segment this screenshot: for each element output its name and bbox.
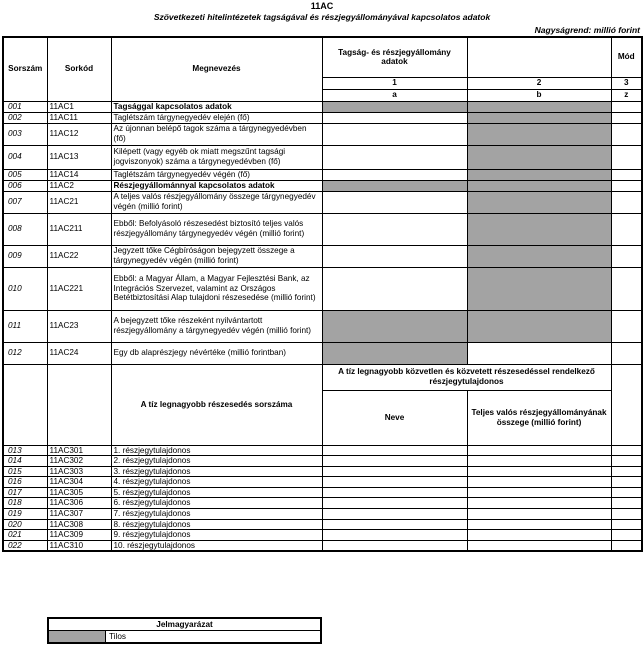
cell-z[interactable] bbox=[611, 101, 642, 112]
row-number: 013 bbox=[3, 445, 47, 456]
header2-owners: A tíz legnagyobb közvetlen és közvetett részesedéssel rendelkező részjegytulajdonos bbox=[322, 364, 611, 390]
header2-empty-no bbox=[3, 364, 47, 445]
row-name: 4. részjegytulajdonos bbox=[111, 477, 322, 488]
row-code: 11AC305 bbox=[47, 487, 111, 498]
header2-total: Teljes valós részjegyállományának összege (millió forint) bbox=[467, 390, 611, 445]
cell-z[interactable] bbox=[611, 498, 642, 509]
row-code: 11AC22 bbox=[47, 245, 111, 267]
table-row bbox=[3, 310, 642, 342]
header-tagsag: Tagság- és részjegyállomány adatok bbox=[322, 37, 467, 77]
cell-total[interactable] bbox=[467, 466, 611, 477]
header-mod: Mód bbox=[611, 37, 642, 77]
unit-note: Nagyságrend: millió forint bbox=[534, 25, 640, 35]
table-row bbox=[3, 213, 642, 245]
row-name: Ebből: Befolyásoló részesedést biztosító teljes valós részjegyállomány tárgynegyedév végén (millió forint) bbox=[111, 213, 322, 245]
cell-name[interactable] bbox=[322, 445, 467, 456]
cell-z[interactable] bbox=[611, 267, 642, 310]
row-number: 019 bbox=[3, 509, 47, 520]
row-number: 009 bbox=[3, 245, 47, 267]
cell-z[interactable] bbox=[611, 213, 642, 245]
cell-z[interactable] bbox=[611, 509, 642, 520]
cell-z[interactable] bbox=[611, 180, 642, 191]
cell-total[interactable] bbox=[467, 477, 611, 488]
cell-total[interactable] bbox=[467, 498, 611, 509]
cell-total[interactable] bbox=[467, 530, 611, 541]
cell-b bbox=[467, 267, 611, 310]
row-number: 012 bbox=[3, 342, 47, 364]
cell-a bbox=[322, 342, 467, 364]
data-table bbox=[2, 36, 643, 552]
row-number: 007 bbox=[3, 191, 47, 213]
cell-z[interactable] bbox=[611, 169, 642, 180]
cell-z[interactable] bbox=[611, 123, 642, 145]
row-name: 3. részjegytulajdonos bbox=[111, 466, 322, 477]
header2-empty-code bbox=[47, 364, 111, 445]
table-row bbox=[3, 530, 642, 541]
row-number: 017 bbox=[3, 487, 47, 498]
row-name: Jegyzett tőke Cégbíróságon bejegyzett összege a tárgynegyedév végén (millió forint) bbox=[111, 245, 322, 267]
table-row bbox=[3, 191, 642, 213]
table-row bbox=[3, 169, 642, 180]
table-row bbox=[3, 519, 642, 530]
cell-total[interactable] bbox=[467, 519, 611, 530]
row-code: 11AC308 bbox=[47, 519, 111, 530]
cell-total[interactable] bbox=[467, 540, 611, 551]
cell-name[interactable] bbox=[322, 530, 467, 541]
table-row bbox=[3, 145, 642, 169]
row-name: Taglétszám tárgynegyedév elején (fő) bbox=[111, 112, 322, 123]
table-row bbox=[3, 342, 642, 364]
header2-empty-mod bbox=[611, 364, 642, 445]
row-code: 11AC221 bbox=[47, 267, 111, 310]
row-code: 11AC13 bbox=[47, 145, 111, 169]
header2-name: Neve bbox=[322, 390, 467, 445]
legend-table bbox=[47, 617, 322, 644]
row-name: 2. részjegytulajdonos bbox=[111, 456, 322, 467]
row-code: 11AC310 bbox=[47, 540, 111, 551]
cell-a bbox=[322, 101, 467, 112]
cell-b bbox=[467, 180, 611, 191]
cell-z[interactable] bbox=[611, 245, 642, 267]
row-code: 11AC301 bbox=[47, 445, 111, 456]
row-code: 11AC2 bbox=[47, 180, 111, 191]
row-name: 9. részjegytulajdonos bbox=[111, 530, 322, 541]
row-name: A teljes valós részjegyállomány összege tárgynegyedév végén (millió forint) bbox=[111, 191, 322, 213]
row-number: 002 bbox=[3, 112, 47, 123]
row-code: 11AC14 bbox=[47, 169, 111, 180]
row-number: 014 bbox=[3, 456, 47, 467]
legend-swatch bbox=[48, 631, 106, 644]
cell-a[interactable] bbox=[322, 213, 467, 245]
cell-b bbox=[467, 169, 611, 180]
row-name: Ebből: a Magyar Állam, a Magyar Fejlesztési Bank, az Integrációs Szervezet, valamint az Országos Betétbiztosítási Alap tulajdoni részesedése (millió forint) bbox=[111, 267, 322, 310]
header-empty bbox=[467, 37, 611, 77]
row-number: 022 bbox=[3, 540, 47, 551]
header-letter-a: a bbox=[322, 89, 467, 101]
cell-z[interactable] bbox=[611, 445, 642, 456]
cell-z[interactable] bbox=[611, 145, 642, 169]
row-name: Részjegyállománnyal kapcsolatos adatok bbox=[111, 180, 322, 191]
cell-name[interactable] bbox=[322, 498, 467, 509]
header2-rank: A tíz legnagyobb részesedés sorszáma bbox=[111, 364, 322, 445]
cell-a bbox=[322, 180, 467, 191]
row-code: 11AC304 bbox=[47, 477, 111, 488]
row-name: Tagsággal kapcsolatos adatok bbox=[111, 101, 322, 112]
cell-z[interactable] bbox=[611, 466, 642, 477]
row-code: 11AC303 bbox=[47, 466, 111, 477]
cell-z[interactable] bbox=[611, 310, 642, 342]
cell-z[interactable] bbox=[611, 191, 642, 213]
cell-name[interactable] bbox=[322, 466, 467, 477]
cell-a[interactable] bbox=[322, 169, 467, 180]
cell-z[interactable] bbox=[611, 519, 642, 530]
row-name: Kilépett (vagy egyéb ok miatt megszűnt tagsági jogviszonyok) száma a tárgynegyedévben (fő) bbox=[111, 145, 322, 169]
table-row bbox=[3, 456, 642, 467]
cell-b bbox=[467, 123, 611, 145]
table-row bbox=[3, 123, 642, 145]
table-row bbox=[3, 180, 642, 191]
row-number: 020 bbox=[3, 519, 47, 530]
header-sorszam: Sorszám bbox=[3, 37, 47, 101]
cell-b bbox=[467, 191, 611, 213]
cell-z[interactable] bbox=[611, 477, 642, 488]
cell-name[interactable] bbox=[322, 456, 467, 467]
row-name: Egy db alaprészjegy névértéke (millió forintban) bbox=[111, 342, 322, 364]
row-name: A bejegyzett tőke részeként nyilvántartott részjegyállomány a tárgynegyedév végén (millió forint) bbox=[111, 310, 322, 342]
cell-b bbox=[467, 245, 611, 267]
header-num-1: 1 bbox=[322, 77, 467, 89]
row-number: 011 bbox=[3, 310, 47, 342]
row-name: 6. részjegytulajdonos bbox=[111, 498, 322, 509]
row-code: 11AC306 bbox=[47, 498, 111, 509]
row-code: 11AC211 bbox=[47, 213, 111, 245]
row-number: 008 bbox=[3, 213, 47, 245]
cell-name[interactable] bbox=[322, 509, 467, 520]
cell-z[interactable] bbox=[611, 112, 642, 123]
row-number: 003 bbox=[3, 123, 47, 145]
table-row bbox=[3, 267, 642, 310]
cell-a[interactable] bbox=[322, 112, 467, 123]
header-sorkod: Sorkód bbox=[47, 37, 111, 101]
row-number: 015 bbox=[3, 466, 47, 477]
cell-a[interactable] bbox=[322, 123, 467, 145]
table-row bbox=[3, 477, 642, 488]
table-row bbox=[3, 245, 642, 267]
legend-title: Jelmagyarázat bbox=[48, 618, 321, 631]
cell-b bbox=[467, 112, 611, 123]
row-name: 1. részjegytulajdonos bbox=[111, 445, 322, 456]
row-number: 004 bbox=[3, 145, 47, 169]
cell-name[interactable] bbox=[322, 519, 467, 530]
row-code: 11AC307 bbox=[47, 509, 111, 520]
cell-b bbox=[467, 310, 611, 342]
table-row bbox=[3, 498, 642, 509]
row-code: 11AC309 bbox=[47, 530, 111, 541]
row-name: 7. részjegytulajdonos bbox=[111, 509, 322, 520]
row-code: 11AC21 bbox=[47, 191, 111, 213]
cell-z[interactable] bbox=[611, 342, 642, 364]
cell-a[interactable] bbox=[322, 191, 467, 213]
row-name: 8. részjegytulajdonos bbox=[111, 519, 322, 530]
cell-z[interactable] bbox=[611, 540, 642, 551]
cell-total[interactable] bbox=[467, 456, 611, 467]
cell-b bbox=[467, 101, 611, 112]
cell-b[interactable] bbox=[467, 342, 611, 364]
row-number: 018 bbox=[3, 498, 47, 509]
cell-a[interactable] bbox=[322, 245, 467, 267]
header-megnevezes: Megnevezés bbox=[111, 37, 322, 101]
table-row bbox=[3, 466, 642, 477]
table-row bbox=[3, 112, 642, 123]
row-number: 016 bbox=[3, 477, 47, 488]
cell-b bbox=[467, 145, 611, 169]
cell-name[interactable] bbox=[322, 540, 467, 551]
cell-name[interactable] bbox=[322, 477, 467, 488]
row-code: 11AC11 bbox=[47, 112, 111, 123]
row-number: 006 bbox=[3, 180, 47, 191]
row-name: Az újonnan belépő tagok száma a tárgynegyedévben (fő) bbox=[111, 123, 322, 145]
row-code: 11AC24 bbox=[47, 342, 111, 364]
header-letter-b: b bbox=[467, 89, 611, 101]
cell-total[interactable] bbox=[467, 509, 611, 520]
header-num-3: 3 bbox=[611, 77, 642, 89]
cell-z[interactable] bbox=[611, 456, 642, 467]
cell-b bbox=[467, 213, 611, 245]
legend-label: Tilos bbox=[106, 631, 322, 644]
form-title: Szövetkezeti hitelintézetek tagságával és részjegyállományával kapcsolatos adatok bbox=[153, 12, 491, 22]
row-name: Taglétszám tárgynegyedév végén (fő) bbox=[111, 169, 322, 180]
row-name: 10. részjegytulajdonos bbox=[111, 540, 322, 551]
form-code: 11AC bbox=[310, 1, 334, 11]
row-number: 010 bbox=[3, 267, 47, 310]
cell-a[interactable] bbox=[322, 145, 467, 169]
row-number: 001 bbox=[3, 101, 47, 112]
cell-z[interactable] bbox=[611, 487, 642, 498]
cell-name[interactable] bbox=[322, 487, 467, 498]
cell-a bbox=[322, 310, 467, 342]
header-letter-z: z bbox=[611, 89, 642, 101]
header-num-2: 2 bbox=[467, 77, 611, 89]
row-number: 005 bbox=[3, 169, 47, 180]
table-row bbox=[3, 101, 642, 112]
cell-total[interactable] bbox=[467, 445, 611, 456]
cell-z[interactable] bbox=[611, 530, 642, 541]
row-code: 11AC1 bbox=[47, 101, 111, 112]
cell-total[interactable] bbox=[467, 487, 611, 498]
row-number: 021 bbox=[3, 530, 47, 541]
table-row bbox=[3, 540, 642, 551]
row-name: 5. részjegytulajdonos bbox=[111, 487, 322, 498]
cell-a[interactable] bbox=[322, 267, 467, 310]
table-row bbox=[3, 509, 642, 520]
row-code: 11AC302 bbox=[47, 456, 111, 467]
row-code: 11AC12 bbox=[47, 123, 111, 145]
table-row bbox=[3, 445, 642, 456]
table-row bbox=[3, 487, 642, 498]
row-code: 11AC23 bbox=[47, 310, 111, 342]
